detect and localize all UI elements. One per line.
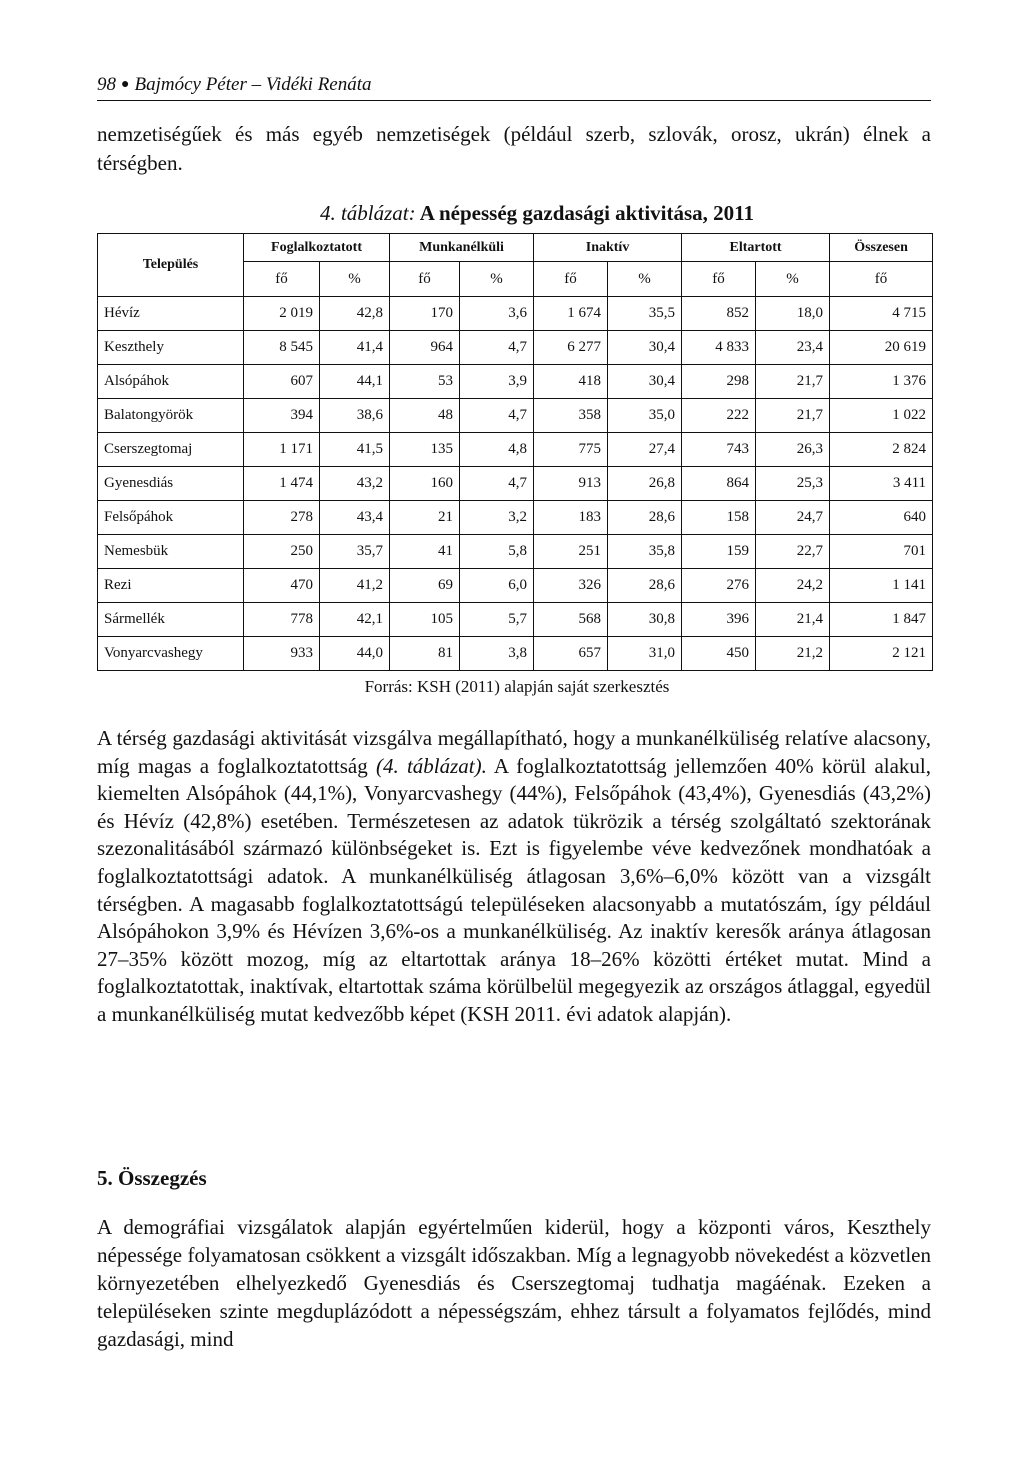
table-cell: 24,7: [756, 501, 830, 535]
body-paragraph-2: A demográfiai vizsgálatok alapján egyértelműen kiderül, hogy a központi város, Keszthely népessége folyamatosan csökkent a vizsgált időszakban. Míg a legnagyobb növekedést a közvetlen környezetében elhelyezkedő Gyenesdiás és Cserszegtomaj tudhatja magáénak. Ezeken a településeken szinte megduplázódott a népességszám, ehhez társult a folyamatos fejlődés, mind gazdasági, mind: [97, 1215, 931, 1351]
table-cell: 41,2: [320, 569, 390, 603]
col-settlement: Település: [98, 234, 244, 297]
col-group-employed: Foglalkoztatott: [244, 234, 390, 262]
table-cell: 30,4: [608, 365, 682, 399]
table-cell: 170: [390, 297, 460, 331]
table-cell: 4 833: [682, 331, 756, 365]
intro-paragraph: nemzetiségűek és más egyéb nemzetiségek (például szerb, szlovák, orosz, ukrán) élnek a térségben.: [97, 122, 931, 175]
sub-fo: fő: [830, 262, 933, 297]
col-group-total: Összesen: [830, 234, 933, 262]
table-cell: 22,7: [756, 535, 830, 569]
table-cell: 276: [682, 569, 756, 603]
table-cell: 30,8: [608, 603, 682, 637]
table-cell: 1 847: [830, 603, 933, 637]
table-cell: 38,6: [320, 399, 390, 433]
table-cell: 158: [682, 501, 756, 535]
table-cell: 933: [244, 637, 320, 671]
table-cell: 44,1: [320, 365, 390, 399]
table-cell: 35,7: [320, 535, 390, 569]
table-cell: 450: [682, 637, 756, 671]
table-cell: 778: [244, 603, 320, 637]
sub-pct: %: [460, 262, 534, 297]
table-cell: 396: [682, 603, 756, 637]
sub-fo: fő: [682, 262, 756, 297]
table-cell: 4,7: [460, 399, 534, 433]
table-cell: 4,7: [460, 467, 534, 501]
table-cell: 43,4: [320, 501, 390, 535]
settlement-name: Rezi: [98, 569, 244, 603]
table-cell: 159: [682, 535, 756, 569]
settlement-name: Cserszegtomaj: [98, 433, 244, 467]
table-cell: 3,2: [460, 501, 534, 535]
table-cell: 26,8: [608, 467, 682, 501]
settlement-name: Keszthely: [98, 331, 244, 365]
table-cell: 183: [534, 501, 608, 535]
table-cell: 27,4: [608, 433, 682, 467]
table-cell: 964: [390, 331, 460, 365]
settlement-name: Sármellék: [98, 603, 244, 637]
table-cell: 31,0: [608, 637, 682, 671]
table-row: [98, 433, 933, 467]
table-body: [98, 297, 933, 671]
table-cell: 69: [390, 569, 460, 603]
table-cell: 278: [244, 501, 320, 535]
table-cell: 640: [830, 501, 933, 535]
table-cell: 53: [390, 365, 460, 399]
table-row: [98, 467, 933, 501]
col-group-inactive: Inaktív: [534, 234, 682, 262]
table-cell: 26,3: [756, 433, 830, 467]
table-source: Forrás: KSH (2011) alapján saját szerkesztés: [364, 677, 670, 696]
table-cell: 21,2: [756, 637, 830, 671]
paragraph-1-text-cont: A foglalkoztatottság jellemzően 40% körül alakul, kiemelten Alsópáhok (44,1%), Vonyarcvashegy (44%), Felsőpáhok (43,4%), Gyenesdiás (43,2%) és Hévíz (42,8%) esetében. Természetesen az adatok tükrözik a térség szolgáltató szektorának szezonalitásából származó különbségeket is. Ezt is figyelembe véve kedvezőnek mondhatóak a foglalkoztatottsági adatok. A munkanélküliség átlagosan 3,6%–6,0% között van a vizsgált térségben. A magasabb foglalkoztatottságú településeken alacsonyabb a mutatószám, így például Alsópáhokon 3,9% és Hévízen 3,6%-os a munkanélküliség. Az inaktív keresők aránya átlagosan 27–35% között mozog, míg az eltartottak aránya 18–26% közötti értéket mutat. Mind a foglalkoztatottak, inaktívak, eltartottak száma körülbelül megegyezik az országos átlaggal, egyedül a munkanélküliség mutat kedvezőbb képet (KSH 2011. évi adatok alapján).: [97, 753, 932, 1026]
sub-fo: fő: [244, 262, 320, 297]
table-cell: 394: [244, 399, 320, 433]
settlement-name: Gyenesdiás: [98, 467, 244, 501]
table-cell: 298: [682, 365, 756, 399]
table-cell: 852: [682, 297, 756, 331]
table-cell: 24,2: [756, 569, 830, 603]
table-cell: 326: [534, 569, 608, 603]
table-cell: 23,4: [756, 331, 830, 365]
table-cell: 3 411: [830, 467, 933, 501]
table-cell: 251: [534, 535, 608, 569]
table-cell: 775: [534, 433, 608, 467]
col-group-unemployed: Munkanélküli: [390, 234, 534, 262]
table-cell: 418: [534, 365, 608, 399]
table-cell: 20 619: [830, 331, 933, 365]
table-row: [98, 331, 933, 365]
table-cell: 81: [390, 637, 460, 671]
table-row: [98, 535, 933, 569]
table-cell: 6 277: [534, 331, 608, 365]
table-row: [98, 637, 933, 671]
settlement-name: Vonyarcvashegy: [98, 637, 244, 671]
table-cell: 607: [244, 365, 320, 399]
sub-pct: %: [756, 262, 830, 297]
table-cell: 1 022: [830, 399, 933, 433]
table-cell: 4 715: [830, 297, 933, 331]
settlement-name: Alsópáhok: [98, 365, 244, 399]
header-authors: Bajmócy Péter – Vidéki Renáta: [134, 74, 372, 95]
section-heading: 5. Összegzés: [97, 1166, 207, 1190]
table-cell: 5,7: [460, 603, 534, 637]
table-cell: 6,0: [460, 569, 534, 603]
table-row: [98, 399, 933, 433]
table-cell: 43,2: [320, 467, 390, 501]
sub-fo: fő: [534, 262, 608, 297]
table-cell: 30,4: [608, 331, 682, 365]
settlement-name: Nemesbük: [98, 535, 244, 569]
table-cell: 1 674: [534, 297, 608, 331]
table-cell: 5,8: [460, 535, 534, 569]
table-header-row: [98, 234, 933, 262]
table-cell: 18,0: [756, 297, 830, 331]
table-cell: 4,7: [460, 331, 534, 365]
table-cell: 657: [534, 637, 608, 671]
table-cell: 25,3: [756, 467, 830, 501]
table-cell: 222: [682, 399, 756, 433]
table-reference: (4. táblázat).: [375, 753, 487, 778]
table-cell: 8 545: [244, 331, 320, 365]
settlement-name: Balatongyörök: [98, 399, 244, 433]
table-caption-title: A népesség gazdasági aktivitása, 2011: [419, 201, 755, 225]
table-row: [98, 569, 933, 603]
table-cell: 2 824: [830, 433, 933, 467]
bullet-icon: ●: [121, 77, 130, 92]
table-cell: 160: [390, 467, 460, 501]
body-paragraph-1: [97, 725, 931, 1029]
table-cell: 42,8: [320, 297, 390, 331]
col-group-dependent: Eltartott: [682, 234, 830, 262]
table-cell: 358: [534, 399, 608, 433]
settlement-name: Felsőpáhok: [98, 501, 244, 535]
table-cell: 3,6: [460, 297, 534, 331]
table-cell: 568: [534, 603, 608, 637]
table-caption: [0, 201, 1024, 226]
table-cell: 2 121: [830, 637, 933, 671]
table-cell: 250: [244, 535, 320, 569]
table-cell: 44,0: [320, 637, 390, 671]
table-cell: 35,8: [608, 535, 682, 569]
table-cell: 42,1: [320, 603, 390, 637]
table-cell: 21,4: [756, 603, 830, 637]
table-cell: 135: [390, 433, 460, 467]
table-cell: 1 171: [244, 433, 320, 467]
table-cell: 470: [244, 569, 320, 603]
table-cell: 3,8: [460, 637, 534, 671]
table-cell: 21: [390, 501, 460, 535]
running-header: [97, 74, 931, 101]
table-cell: 21,7: [756, 399, 830, 433]
table-row: [98, 365, 933, 399]
table-cell: 1 474: [244, 467, 320, 501]
table-cell: 105: [390, 603, 460, 637]
table-cell: 4,8: [460, 433, 534, 467]
activity-table: [97, 233, 933, 671]
table-cell: 21,7: [756, 365, 830, 399]
table-caption-prefix: 4. táblázat:: [319, 201, 416, 225]
table-cell: 1 141: [830, 569, 933, 603]
table-cell: 701: [830, 535, 933, 569]
table-cell: 864: [682, 467, 756, 501]
table-row: [98, 501, 933, 535]
settlement-name: Hévíz: [98, 297, 244, 331]
table-cell: 41: [390, 535, 460, 569]
table-row: [98, 297, 933, 331]
table-cell: 28,6: [608, 501, 682, 535]
paragraph-1-text: A térség gazdasági aktivitását vizsgálva megállapítható, hogy a munkanélküliség relatíve alacsony, míg magas a foglalkoztatottság: [97, 726, 931, 778]
table-cell: 41,5: [320, 433, 390, 467]
table-cell: 35,5: [608, 297, 682, 331]
sub-pct: %: [608, 262, 682, 297]
sub-fo: fő: [390, 262, 460, 297]
table-row: [98, 603, 933, 637]
table-cell: 35,0: [608, 399, 682, 433]
table-cell: 743: [682, 433, 756, 467]
table-cell: 1 376: [830, 365, 933, 399]
table-cell: 41,4: [320, 331, 390, 365]
table-cell: 48: [390, 399, 460, 433]
page-number: 98: [97, 74, 116, 95]
table-cell: 3,9: [460, 365, 534, 399]
table-cell: 28,6: [608, 569, 682, 603]
table-cell: 913: [534, 467, 608, 501]
sub-pct: %: [320, 262, 390, 297]
table-cell: 2 019: [244, 297, 320, 331]
